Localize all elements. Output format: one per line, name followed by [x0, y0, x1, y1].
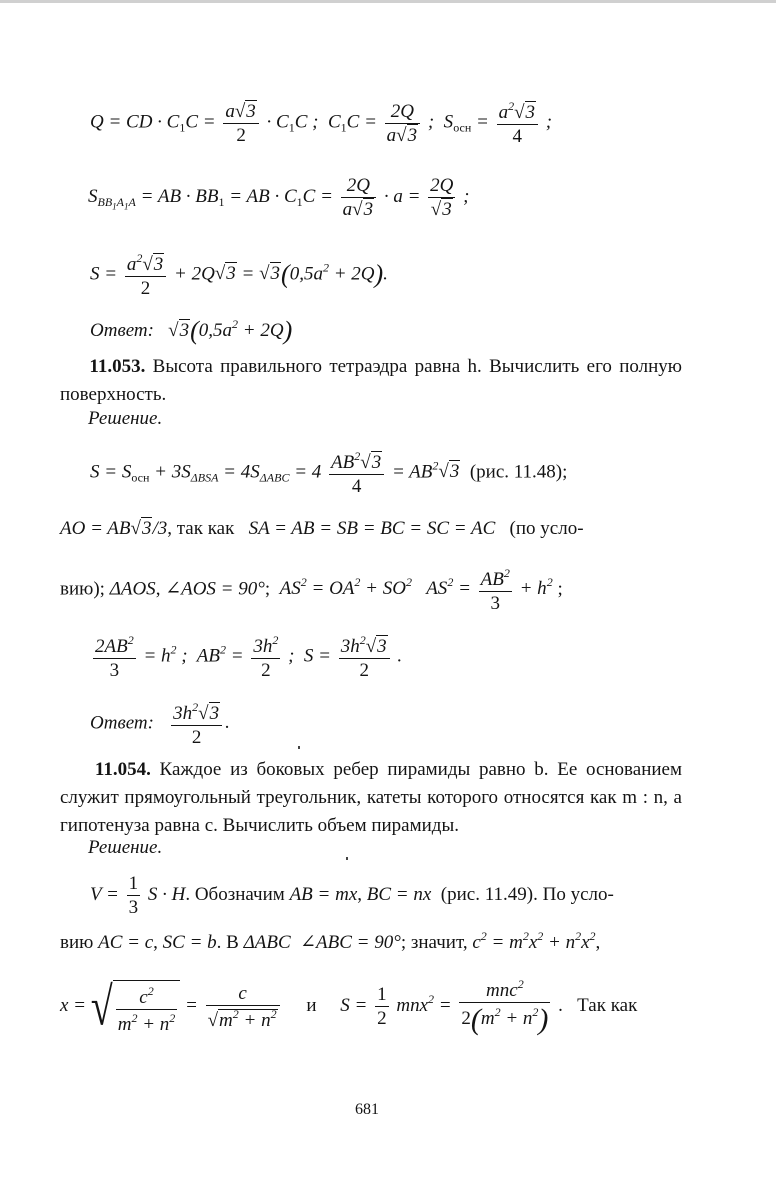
formula-s-bb1a1a: $S_{BB_1A_1A}$ = AB · $BB_1$ = AB · $C_1C$ = $\frac{2Q}{a√3}$ · a = $\frac{2Q}{√3}$ ; [88, 175, 470, 220]
answer-1: Ответ: $√3(0,5a^2 + 2Q)$ [90, 316, 293, 345]
text-oboznachim: . Обозначим [185, 883, 285, 905]
text-tak-kak-end: Так как [577, 994, 638, 1016]
text-tak-kak: , так как [167, 518, 235, 539]
formula-ao: AO = AB√3/3, так как SA = AB = SB = BC = SC = AC (по усло- [60, 518, 584, 539]
text-znachit: ; значит, [400, 932, 468, 953]
formula-x-and-area: x = √ $\frac{c^2}{m^2 + n^2}$ = $\frac{c}{√m^2 + n^2}$ и S = $\frac{1}{2}$ mnx$^2$ = $\frac{mnc^2}{2(m^2 + n^2)}$ . Так как [60, 975, 638, 1037]
answer-2: Ответ: $\frac{3h^2√3}{2}$ . [90, 700, 230, 748]
text-po-uslo: (по усло- [509, 518, 584, 539]
formula-s-tetrahedron: $S = S_{осн} + 3S_{\Delta BSA} = 4S_{\Delta ABC} = 4$ $\frac{AB^2√3}{4}$ = $AB^2√3$ (рис. 11.48); [90, 449, 568, 497]
text-viyu2: вию [60, 932, 94, 953]
formula-s-total-053: S = $\frac{a^2√3}{2}$ + $2Q√3 = √3(0,5a^2 + 2Q)$. [90, 251, 388, 299]
figure-ref-48: (рис. 11.48); [469, 461, 568, 483]
text-i: и [306, 994, 317, 1016]
problem-number: 11.054. [94, 759, 151, 780]
speck [346, 857, 348, 860]
problem-text: Каждое из боковых ребер пирамиды равно b. Ее основанием служит прямоугольный треугольник, катеты которого относятся как m : n, а гипотенуза равна c. Вычислить объем пирамиды. [60, 759, 683, 836]
scan-edge [0, 0, 776, 3]
formula-ab-squared: $\frac{2AB^2}{3}$ = $h^2$ ; $AB^2$ = $\frac{3h^2}{2}$ ; S = $\frac{3h^2√3}{2}$ . [95, 633, 403, 681]
problem-11-053 [60, 353, 682, 409]
answer-label: Ответ: [90, 712, 154, 734]
solution-label-054: Решение. [88, 837, 163, 858]
problem-11-054 [60, 756, 682, 840]
formula-ac-sc: вию AC = c, SC = b. В ΔABC ∠ABC = 90°; значит, $c^2 = m^2x^2 + n^2x^2$, [60, 929, 601, 953]
page-number: 681 [355, 1101, 379, 1118]
formula-aos: вию); ΔAOS, ∠AOS = 90°; $AS^2 = OA^2 + SO^2$ $AS^2$ = $\frac{AB^2}{3}$ + $h^2$ ; [60, 566, 563, 614]
solution-label-053: Решение. [88, 408, 163, 429]
text-viyu: вию); [60, 578, 105, 600]
problem-number: 11.053. [89, 356, 146, 377]
answer-label: Ответ: [90, 320, 154, 341]
formula-volume: V = $\frac{1}{3}$ S · H. Обозначим AB = mx, BC = nx (рис. 11.49). По усло- [90, 873, 614, 918]
formula-q-c1c-sosn: Q = CD · $C_1C$ = $\frac{a√3}{2}$ · $C_1C$ ; $C_1C$ = $\frac{2Q}{a√3}$ ; $S_{осн}$ = $\frac{a^2√3}{4}$ ; [90, 99, 553, 147]
figure-ref-49: (рис. 11.49). По усло- [440, 883, 614, 905]
problem-text: Высота правильного тетраэдра равна h. Вычислить его полную поверхность. [60, 356, 682, 405]
speck [298, 746, 300, 749]
